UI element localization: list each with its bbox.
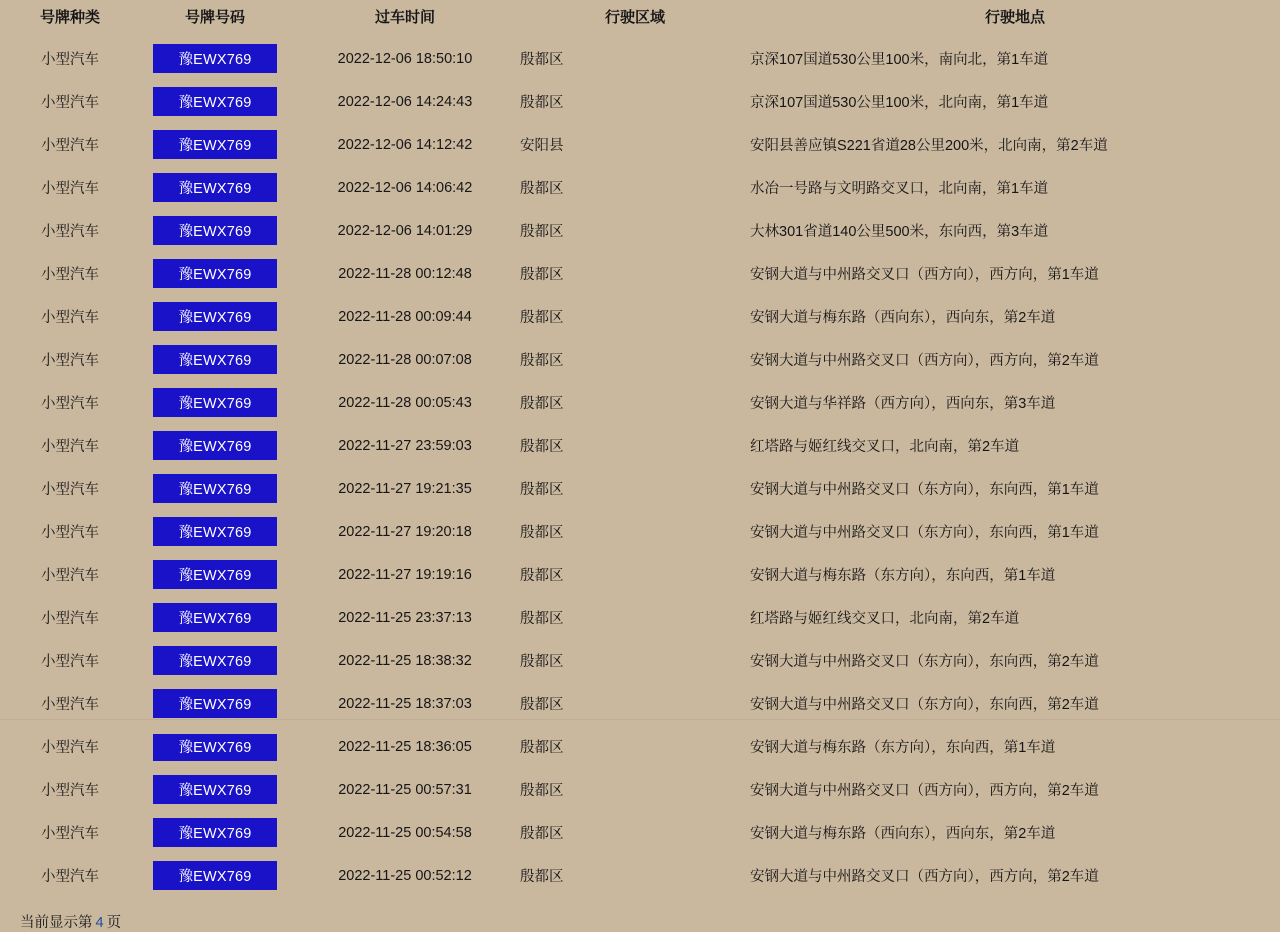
cell-plate-type: 小型汽车 bbox=[41, 740, 99, 756]
table-row[interactable] bbox=[0, 381, 1280, 424]
cell-area: 殷都区 bbox=[520, 95, 564, 111]
cell-location: 安钢大道与中州路交叉口（东方向），东向西，第1车道 bbox=[750, 525, 1099, 541]
plate-badge[interactable]: 豫EWX769 bbox=[153, 87, 277, 116]
cell-area: 殷都区 bbox=[520, 783, 564, 799]
cell-plate-number bbox=[140, 123, 290, 166]
table-row[interactable] bbox=[0, 295, 1280, 338]
cell-plate-type: 小型汽车 bbox=[41, 783, 99, 799]
table-row[interactable] bbox=[0, 424, 1280, 467]
table-row[interactable] bbox=[0, 37, 1280, 80]
table-row[interactable] bbox=[0, 252, 1280, 295]
cell-area: 殷都区 bbox=[520, 310, 564, 326]
cell-plate-number bbox=[140, 295, 290, 338]
cell-plate-type: 小型汽车 bbox=[41, 396, 99, 412]
cell-plate-number bbox=[140, 424, 290, 467]
cell-plate-number bbox=[140, 854, 290, 897]
column-header-plate-type: 号牌种类 bbox=[39, 9, 100, 26]
plate-badge[interactable]: 豫EWX769 bbox=[153, 517, 277, 546]
table-header bbox=[0, 0, 1280, 37]
cell-plate-number bbox=[140, 811, 290, 854]
plate-badge[interactable]: 豫EWX769 bbox=[153, 216, 277, 245]
pagination-page-number: 4 bbox=[95, 915, 104, 931]
pagination-footer bbox=[0, 897, 1280, 932]
table-row[interactable] bbox=[0, 553, 1280, 596]
cell-location: 安钢大道与中州路交叉口（西方向），西方向，第2车道 bbox=[750, 783, 1099, 799]
cell-plate-type: 小型汽车 bbox=[41, 568, 99, 584]
cell-plate-type: 小型汽车 bbox=[41, 826, 99, 842]
cell-plate-number bbox=[140, 553, 290, 596]
table-row[interactable] bbox=[0, 338, 1280, 381]
cell-plate-number bbox=[140, 209, 290, 252]
column-header-pass-time: 过车时间 bbox=[374, 9, 435, 26]
cell-pass-time: 2022-11-25 18:36:05 bbox=[338, 738, 472, 755]
plate-badge[interactable]: 豫EWX769 bbox=[153, 345, 277, 374]
cell-area: 殷都区 bbox=[520, 224, 564, 240]
cell-plate-type: 小型汽车 bbox=[41, 353, 99, 369]
column-header-area: 行驶区域 bbox=[604, 9, 665, 26]
plate-badge[interactable]: 豫EWX769 bbox=[153, 818, 277, 847]
cell-pass-time: 2022-11-25 00:54:58 bbox=[338, 824, 472, 841]
plate-badge[interactable]: 豫EWX769 bbox=[153, 732, 277, 761]
plate-badge[interactable]: 豫EWX769 bbox=[153, 689, 277, 718]
cell-area: 殷都区 bbox=[520, 52, 564, 68]
cell-plate-type: 小型汽车 bbox=[41, 482, 99, 498]
cell-pass-time: 2022-12-06 14:24:43 bbox=[337, 93, 473, 110]
table-body bbox=[0, 37, 1280, 897]
cell-plate-number bbox=[140, 768, 290, 811]
cell-location: 红塔路与姬红线交叉口，北向南，第2车道 bbox=[750, 611, 1020, 627]
table-row[interactable] bbox=[0, 123, 1280, 166]
plate-badge[interactable]: 豫EWX769 bbox=[153, 474, 277, 503]
cell-plate-number bbox=[140, 252, 290, 295]
cell-location: 安钢大道与中州路交叉口（东方向），东向西，第2车道 bbox=[750, 654, 1099, 670]
plate-badge[interactable]: 豫EWX769 bbox=[153, 302, 277, 331]
cell-area: 殷都区 bbox=[520, 267, 564, 283]
cell-pass-time: 2022-11-27 19:20:18 bbox=[338, 523, 472, 540]
cell-location: 安钢大道与中州路交叉口（东方向），东向西，第1车道 bbox=[750, 482, 1099, 498]
plate-badge[interactable]: 豫EWX769 bbox=[153, 603, 277, 632]
plate-badge[interactable]: 豫EWX769 bbox=[153, 44, 277, 73]
cell-pass-time: 2022-11-25 18:37:03 bbox=[338, 695, 472, 712]
cell-area: 殷都区 bbox=[520, 740, 564, 756]
cell-pass-time: 2022-11-25 23:37:13 bbox=[338, 609, 472, 626]
table-row[interactable] bbox=[0, 166, 1280, 209]
cell-plate-number bbox=[140, 596, 290, 639]
cell-plate-number bbox=[140, 338, 290, 381]
cell-plate-number bbox=[140, 37, 290, 80]
cell-plate-type: 小型汽车 bbox=[41, 697, 99, 713]
pagination-prefix: 当前显示第 bbox=[20, 915, 93, 931]
table-row[interactable] bbox=[0, 467, 1280, 510]
cell-plate-number bbox=[140, 80, 290, 123]
cell-pass-time: 2022-11-25 00:52:12 bbox=[338, 867, 472, 884]
cell-pass-time: 2022-11-27 19:19:16 bbox=[338, 566, 472, 583]
cell-plate-number bbox=[140, 467, 290, 510]
cell-area: 殷都区 bbox=[520, 826, 564, 842]
cell-plate-type: 小型汽车 bbox=[41, 138, 99, 154]
cell-location: 安钢大道与梅东路（东方向），东向西，第1车道 bbox=[750, 740, 1056, 756]
cell-plate-type: 小型汽车 bbox=[41, 267, 99, 283]
plate-badge[interactable]: 豫EWX769 bbox=[153, 173, 277, 202]
cell-location: 安钢大道与梅东路（西向东），西向东，第2车道 bbox=[750, 310, 1056, 326]
cell-pass-time: 2022-11-27 19:21:35 bbox=[338, 480, 472, 497]
cell-plate-type: 小型汽车 bbox=[41, 181, 99, 197]
cell-location: 安钢大道与中州路交叉口（西方向），西方向，第2车道 bbox=[750, 869, 1099, 885]
cell-pass-time: 2022-11-28 00:05:43 bbox=[338, 394, 472, 411]
cell-location: 大林301省道140公里500米，东向西，第3车道 bbox=[750, 224, 1049, 240]
cell-area: 殷都区 bbox=[520, 439, 564, 455]
cell-plate-type: 小型汽车 bbox=[41, 611, 99, 627]
cell-area: 殷都区 bbox=[520, 396, 564, 412]
cell-plate-number bbox=[140, 639, 290, 682]
plate-badge[interactable]: 豫EWX769 bbox=[153, 861, 277, 890]
cell-pass-time: 2022-11-28 00:12:48 bbox=[338, 265, 472, 282]
cell-location: 安钢大道与梅东路（西向东），西向东，第2车道 bbox=[750, 826, 1056, 842]
plate-badge[interactable]: 豫EWX769 bbox=[153, 775, 277, 804]
plate-badge[interactable]: 豫EWX769 bbox=[153, 388, 277, 417]
cell-location: 京深107国道530公里100米，北向南，第1车道 bbox=[750, 95, 1049, 111]
plate-badge[interactable]: 豫EWX769 bbox=[153, 560, 277, 589]
cell-location: 安钢大道与中州路交叉口（东方向），东向西，第2车道 bbox=[750, 697, 1099, 713]
cell-area: 殷都区 bbox=[520, 697, 564, 713]
cell-plate-type: 小型汽车 bbox=[41, 52, 99, 68]
cell-plate-type: 小型汽车 bbox=[41, 869, 99, 885]
table-row[interactable] bbox=[0, 80, 1280, 123]
cell-pass-time: 2022-12-06 18:50:10 bbox=[337, 50, 473, 67]
table-row[interactable] bbox=[0, 811, 1280, 854]
table-row[interactable] bbox=[0, 596, 1280, 639]
column-header-location: 行驶地点 bbox=[984, 9, 1045, 26]
cell-area: 殷都区 bbox=[520, 568, 564, 584]
cell-area: 殷都区 bbox=[520, 353, 564, 369]
cell-plate-type: 小型汽车 bbox=[41, 439, 99, 455]
table-header-row bbox=[0, 0, 1280, 37]
cell-pass-time: 2022-12-06 14:12:42 bbox=[337, 136, 473, 153]
cell-location: 水冶一号路与文明路交叉口，北向南，第1车道 bbox=[750, 181, 1049, 197]
table-row[interactable] bbox=[0, 854, 1280, 897]
bottom-strip bbox=[0, 719, 1280, 734]
cell-area: 安阳县 bbox=[520, 138, 564, 154]
cell-area: 殷都区 bbox=[520, 611, 564, 627]
cell-plate-type: 小型汽车 bbox=[41, 525, 99, 541]
cell-pass-time: 2022-11-25 00:57:31 bbox=[338, 781, 472, 798]
cell-plate-type: 小型汽车 bbox=[41, 95, 99, 111]
pagination-suffix: 页 bbox=[106, 915, 122, 931]
cell-pass-time: 2022-12-06 14:01:29 bbox=[337, 222, 473, 239]
cell-plate-number bbox=[140, 166, 290, 209]
table-row[interactable] bbox=[0, 209, 1280, 252]
cell-pass-time: 2022-11-27 23:59:03 bbox=[338, 437, 472, 454]
plate-badge[interactable]: 豫EWX769 bbox=[153, 259, 277, 288]
cell-plate-type: 小型汽车 bbox=[41, 224, 99, 240]
table-row[interactable] bbox=[0, 510, 1280, 553]
plate-badge[interactable]: 豫EWX769 bbox=[153, 431, 277, 460]
cell-pass-time: 2022-11-28 00:09:44 bbox=[338, 308, 472, 325]
cell-plate-number bbox=[140, 510, 290, 553]
cell-location: 安阳县善应镇S221省道28公里200米，北向南，第2车道 bbox=[750, 138, 1108, 154]
plate-badge[interactable]: 豫EWX769 bbox=[153, 130, 277, 159]
cell-plate-number bbox=[140, 381, 290, 424]
cell-location: 安钢大道与中州路交叉口（西方向），西方向，第1车道 bbox=[750, 267, 1099, 283]
cell-pass-time: 2022-11-28 00:07:08 bbox=[338, 351, 472, 368]
cell-area: 殷都区 bbox=[520, 869, 564, 885]
cell-location: 安钢大道与中州路交叉口（西方向），西方向，第2车道 bbox=[750, 353, 1099, 369]
column-header-plate-number: 号牌号码 bbox=[184, 9, 245, 26]
cell-location: 红塔路与姬红线交叉口，北向南，第2车道 bbox=[750, 439, 1020, 455]
cell-location: 安钢大道与梅东路（东方向），东向西，第1车道 bbox=[750, 568, 1056, 584]
cell-location: 京深107国道530公里100米，南向北，第1车道 bbox=[750, 52, 1049, 68]
cell-area: 殷都区 bbox=[520, 482, 564, 498]
cell-area: 殷都区 bbox=[520, 654, 564, 670]
cell-pass-time: 2022-11-25 18:38:32 bbox=[338, 652, 472, 669]
cell-location: 安钢大道与华祥路（西方向），西向东，第3车道 bbox=[750, 396, 1056, 412]
plate-badge[interactable]: 豫EWX769 bbox=[153, 646, 277, 675]
table-row[interactable] bbox=[0, 639, 1280, 682]
cell-area: 殷都区 bbox=[520, 181, 564, 197]
cell-plate-type: 小型汽车 bbox=[41, 654, 99, 670]
cell-pass-time: 2022-12-06 14:06:42 bbox=[337, 179, 473, 196]
cell-plate-type: 小型汽车 bbox=[41, 310, 99, 326]
cell-area: 殷都区 bbox=[520, 525, 564, 541]
table-row[interactable] bbox=[0, 768, 1280, 811]
